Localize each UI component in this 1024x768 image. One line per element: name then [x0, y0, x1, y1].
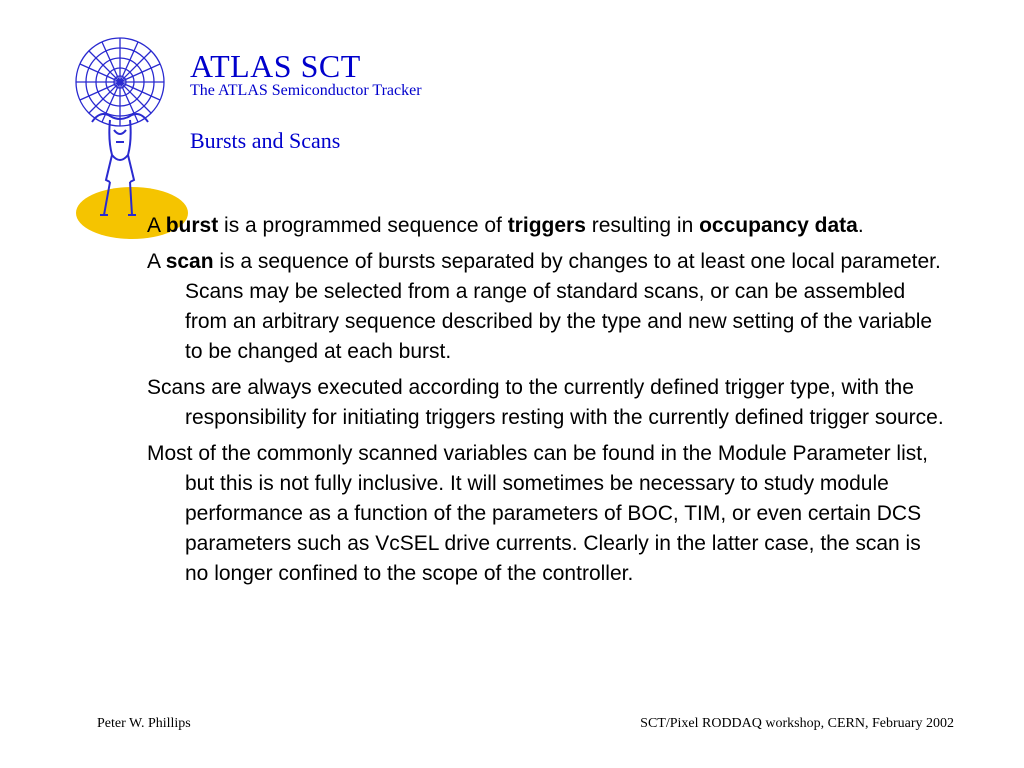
paragraph-trigger-type: Scans are always executed according to the currently defined trigger type, with the responsibility for initiating triggers resting with the currently defined trigger source. — [147, 376, 944, 429]
text-run: A — [147, 250, 166, 273]
atlas-logo-icon — [70, 30, 200, 240]
header-title: ATLAS SCT — [190, 48, 361, 84]
footer-event: SCT/Pixel RODDAQ workshop, CERN, February 2002 — [640, 716, 954, 731]
paragraph-burst — [147, 211, 947, 241]
text-run: A — [147, 214, 166, 237]
term-scan: scan — [165, 250, 214, 273]
text-run: is a sequence of bursts separated by changes to at least one local parameter. Scans may be selected from a range of standard scans, or can be assembled from an arbitrary sequence described by the type and new setting of the variable to be changed at each burst. — [185, 250, 941, 363]
text-run: . — [857, 214, 864, 237]
slide-title: Bursts and Scans — [190, 128, 341, 153]
footer-author: Peter W. Phillips — [97, 716, 191, 731]
term-triggers: triggers — [507, 214, 586, 237]
paragraph-scanned-variables: Most of the commonly scanned variables can be found in the Module Parameter list, but this is not fully inclusive. It will sometimes be necessary to study module performance as a function of the parameters of BOC, TIM, or even certain DCS parameters such as VcSEL drive currents. Clearly in the latter case, the scan is no longer confined to the scope of the controller. — [147, 442, 928, 585]
text-run: resulting in — [585, 214, 700, 237]
term-occupancy-data: occupancy data — [699, 214, 858, 237]
paragraph-scan — [147, 247, 947, 367]
slide-body — [147, 211, 947, 595]
header-subtitle: The ATLAS Semiconductor Tracker — [190, 82, 422, 99]
term-burst: burst — [165, 214, 219, 237]
header — [190, 48, 422, 100]
text-run: is a programmed sequence of — [218, 214, 508, 237]
